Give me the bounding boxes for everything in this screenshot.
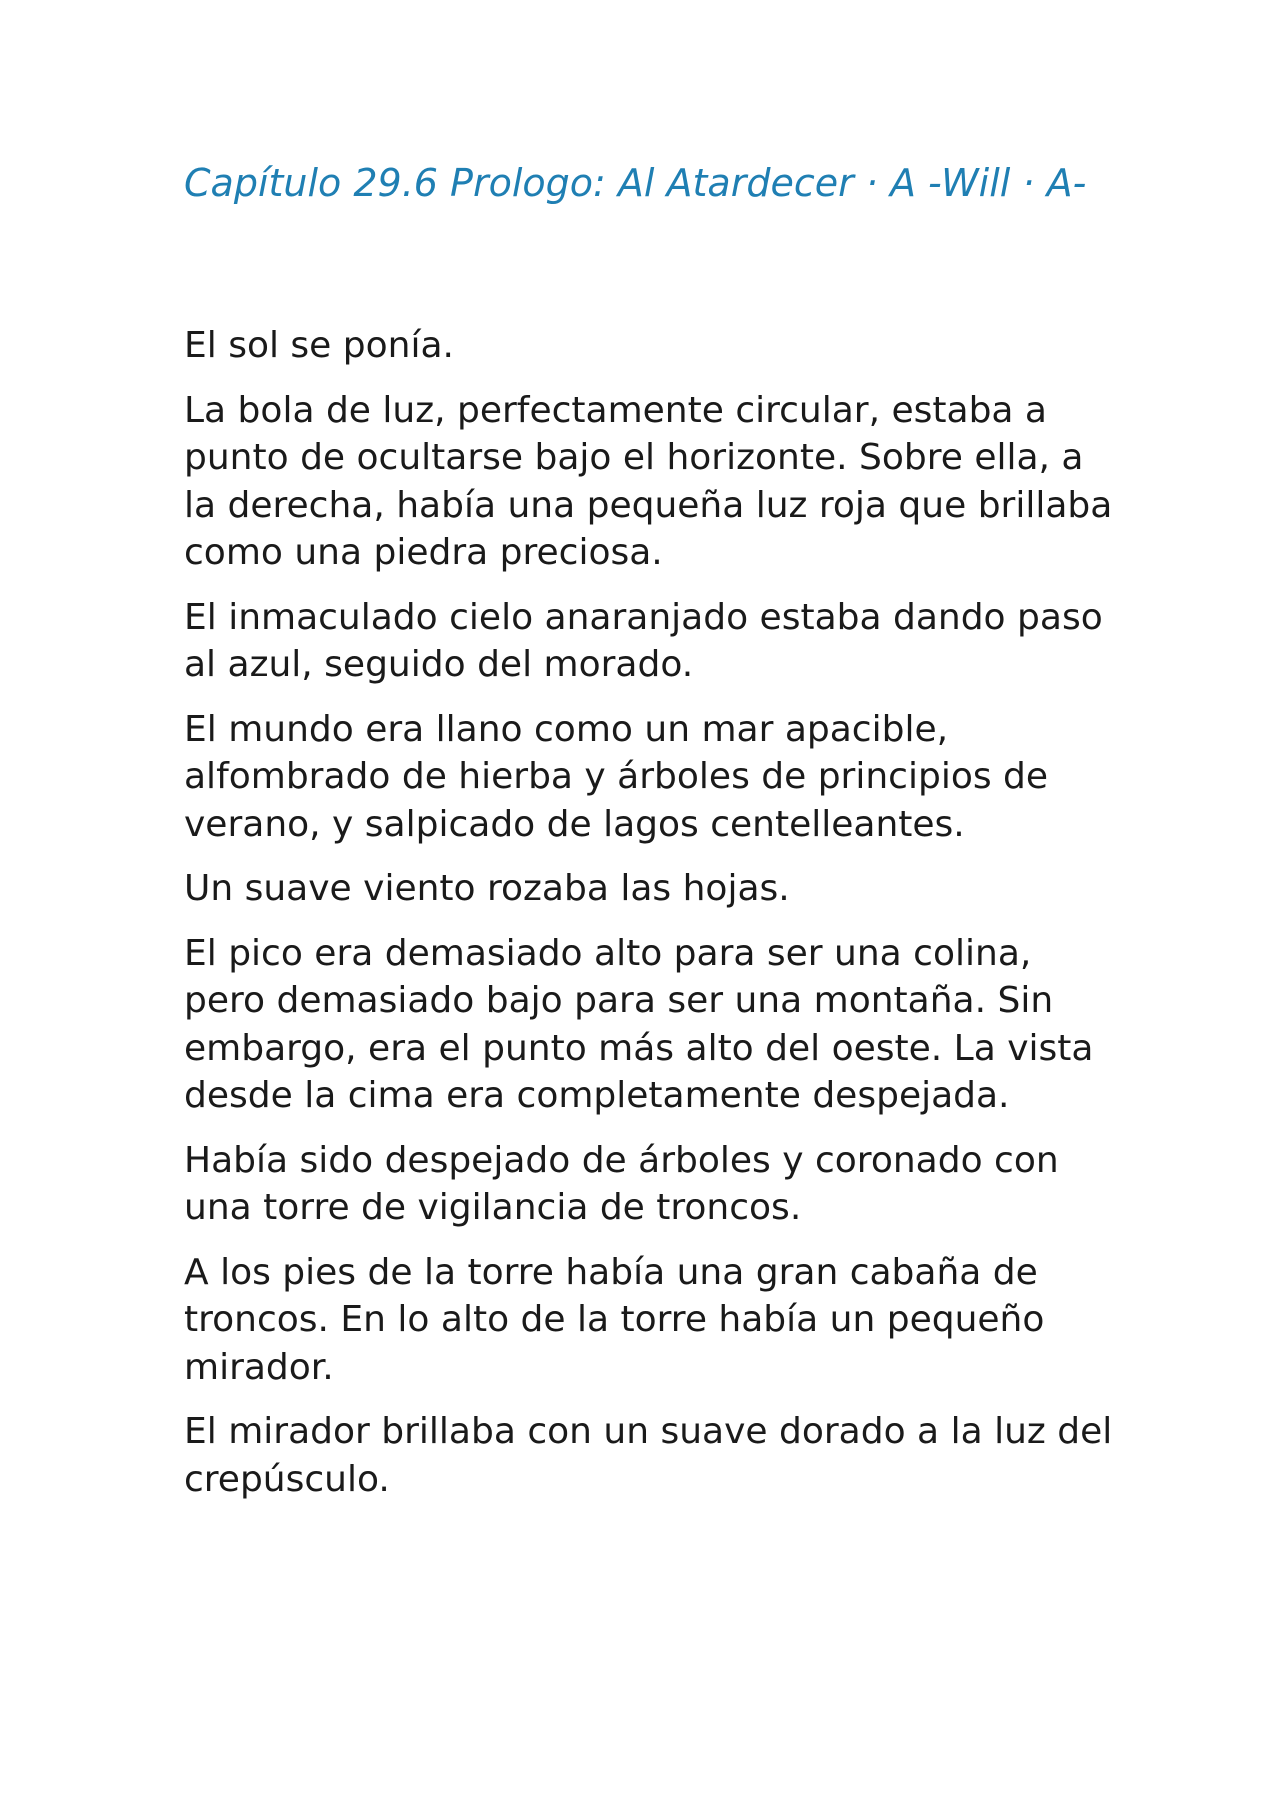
paragraph-2: La bola de luz, perfectamente circular, estaba a punto de ocultarse bajo el horizonte. Sobre ella, a la derecha, había una pequeña luz roja que brillaba como una piedra preciosa. (184, 389, 1113, 573)
chapter-body (184, 322, 1114, 1503)
paragraph-8: A los pies de la torre había una gran cabaña de troncos. En lo alto de la torre había un pequeño mirador. (184, 1251, 1045, 1388)
paragraph-7: Había sido despejado de árboles y coronado con una torre de vigilancia de troncos. (184, 1139, 1059, 1228)
document-page (184, 152, 1114, 1520)
paragraph-4: El mundo era llano como un mar apacible, alfombrado de hierba y árboles de principios de verano, y salpicado de lagos centelleantes. (184, 708, 1049, 845)
paragraph-3: El inmaculado cielo anaranjado estaba dando paso al azul, seguido del morado. (184, 596, 1103, 685)
paragraph-6: El pico era demasiado alto para ser una colina, pero demasiado bajo para ser una montaña. Sin embargo, era el punto más alto del oeste. La vista desde la cima era completamente despejada. (184, 932, 1094, 1116)
paragraph-9: El mirador brillaba con un suave dorado a la luz del crepúsculo. (184, 1411, 1113, 1500)
chapter-title: Capítulo 29.6 Prologo: Al Atardecer · A -Will · A- (184, 161, 1087, 205)
paragraph-1: El sol se ponía. (184, 325, 454, 366)
paragraph-5: Un suave viento rozaba las hojas. (184, 868, 790, 909)
